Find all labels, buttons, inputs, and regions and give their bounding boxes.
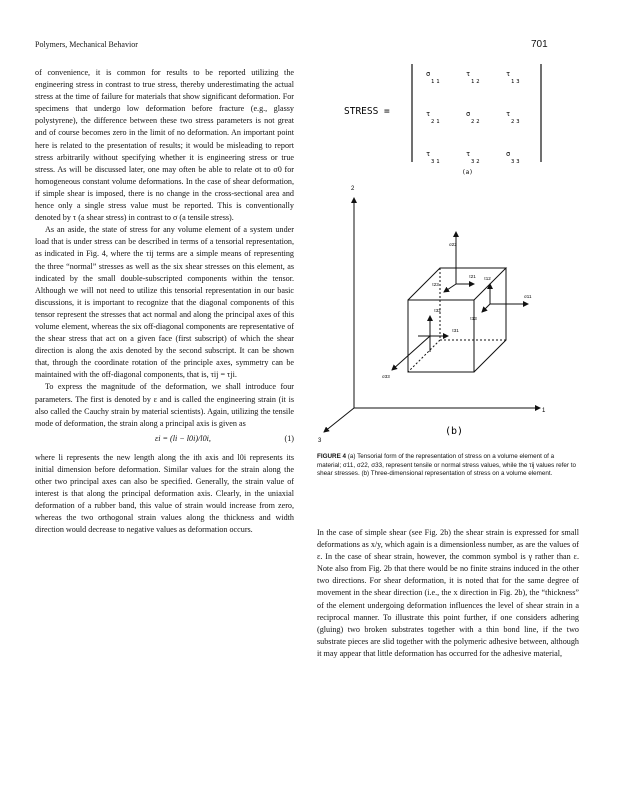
right-column <box>317 527 579 660</box>
label-sigma33: σ33 <box>382 374 390 379</box>
left-column <box>35 67 294 537</box>
running-header-title: Polymers, Mechanical Behavior <box>35 40 138 49</box>
paragraph: To express the magnitude of the deformation, we shall introduce four parameters. The first is denoted by ε and is called the engineering strain (it is also called the Cauchy strain by material scientists). Again, utilizing the tensile mode of deformation, the strain along a principal axis is given as <box>35 382 294 428</box>
figure-caption-text: (a) Tensorial form of the representation of stress on a volume element of a material; σ11, σ22, σ33, represent tensile or normal stress values, while the τij values refer to shear stresses. (b) Three-dimensional representation of stress on a volume element. <box>317 453 577 478</box>
matrix-subscript: 33 <box>511 159 522 165</box>
paragraph: In the case of simple shear (see Fig. 2b) the shear strain is expressed for small deformations as x/y, which again is a dimensionless number, as are the values of ε. In the case of shear strain, however, the common symbol is γ rather than ε. Note also from Fig. 2b that there would be no finite strains induced in the other two directions. For shear deformation, it is noted that for the same degree of movement in the shear direction (i.e., the x direction in Fig. 2b), the “thickness” of the element undergoing deformation influences the level of shear strain in a reciprocal manner. To illustrate this point further, if one considers adhering (gluing) two broken substrates together with a thin bond line, if the two substrate pieces are slid together with the polymeric adhesive between, although it may appear that little deformation has occurred for the adhesive material, <box>317 528 579 658</box>
sigma33-arrow <box>392 336 430 370</box>
label-tau21: τ21 <box>469 274 476 279</box>
matrix-symbol: τ <box>426 110 431 118</box>
matrix-subscript: 22 <box>471 119 482 125</box>
matrix-symbol: σ <box>506 150 511 158</box>
axis-label-3: 3 <box>318 438 322 444</box>
equation-number: (1) <box>284 433 294 443</box>
label-tau23: τ23 <box>432 282 439 287</box>
matrix-subscript: 32 <box>471 159 482 165</box>
matrix-symbol: τ <box>466 150 471 158</box>
equation-1 <box>35 433 294 445</box>
stress-tensor-matrix <box>318 58 588 184</box>
axis-3 <box>324 408 354 432</box>
page-number: 701 <box>531 39 548 50</box>
matrix-subscript: 31 <box>431 159 442 165</box>
paragraph: where li represents the new length along the ith axis and l0i represents its initial dimension before deformation. Similar values for the strain along the other two principal axes can also be specified. Generally, the strain value of interest is that along the principal deformation axis. Clearly, in the uniaxial deformation of a rubber band, this value of strain would increase from zero, whereas the two orthogonal strain values along the thickness and width direction would decrease to negative values as deformation occurs. <box>35 452 294 535</box>
matrix-subscript: 21 <box>431 119 442 125</box>
label-tau32: τ32 <box>434 308 441 313</box>
label-tau31: τ31 <box>452 328 459 333</box>
matrix-symbol: τ <box>506 70 511 78</box>
matrix-subscript: 12 <box>471 79 482 85</box>
stress-cube-diagram <box>318 180 588 450</box>
tau23-arrow <box>444 284 456 292</box>
label-tau12: τ12 <box>484 276 491 281</box>
panel-b-label: (b) <box>445 426 464 437</box>
figure-label: FIGURE 4 <box>317 453 347 460</box>
paragraph: As an aside, the state of stress for any volume element of a system under load that is under stress can be described in terms of a tensorial representation, as indicated in Fig. 4, where the τij terms are a simple means of representing the three “normal” stresses as well as the six shear stresses on this element, as indicated by the small double-subscripted components within the tensor. Although we will not need to utilize this tensorial representation in our basic discussions, it is important to recognize that the diagonal components of this tensor represent the stresses that act normal and along the principal axes of this volume element, whereas the six off-diagonal components are representative of the shear stress that act on a given face (first subscript) of which the shear direction is along the axis denoted by the second subscript. It can be shown that, through the coordinate rotation of the principle axes, symmetry can be maintained with the off-diagonal components, that is, τij = τji. <box>35 225 294 380</box>
equation-text: εi = (li − l0i)/l0i, <box>155 433 211 443</box>
label-sigma11: σ11 <box>524 294 532 299</box>
axis-label-1: 1 <box>542 408 546 414</box>
figure-caption <box>317 453 579 479</box>
matrix-symbol: τ <box>506 110 511 118</box>
label-sigma22: σ22 <box>449 242 457 247</box>
paragraph: of convenience, it is common for results to be reported utilizing the engineering stress in contrast to true stress, thereby underestimating the actual stress at the time of failure for materials that show significant deformation. For specimens that undergo low deformation before fracture (e.g., glassy polystyrene), the difference between these two stress parameters is not great and of course becomes zero in the limit of no deformation. An important point here is related to the presentation of results; it would be misleading to report stress arbitrarily without specifying whether it is engineering stress or true stress. As will be discussed later, one may often be able to relate σt to σ0 for homogeneous constant volume deformations. In the case of shear deformation, if simple shear is imposed, there is no change in the cross-sectional area and hence only a single stress value must be reported. This is conventionally denoted by τ (a shear stress) in contrast to σ (a tensile stress). <box>35 68 294 223</box>
axis-label-2: 2 <box>351 186 355 192</box>
matrix-symbol: τ <box>466 70 471 78</box>
matrix-subscript: 23 <box>511 119 522 125</box>
label-tau13: τ13 <box>470 316 477 321</box>
panel-a-label: (a) <box>462 169 473 176</box>
matrix-subscript: 11 <box>431 79 442 85</box>
matrix-symbol: σ <box>466 110 471 118</box>
matrix-symbol: τ <box>426 150 431 158</box>
matrix-subscript: 13 <box>511 79 522 85</box>
matrix-symbol: σ <box>426 70 431 78</box>
tau13-arrow <box>482 304 490 312</box>
matrix-label: STRESS = <box>344 106 390 117</box>
